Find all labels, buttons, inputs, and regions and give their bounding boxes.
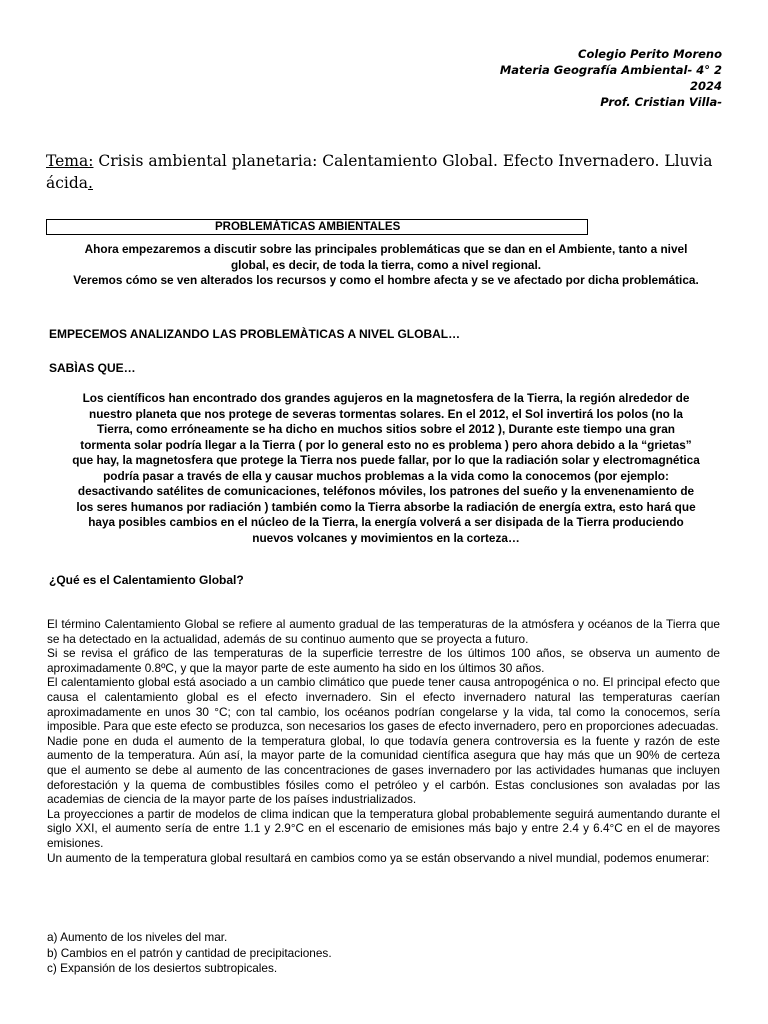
intro-line: Ahora empezaremos a discutir sobre las principales problemáticas que se dan en el Ambiente, tanto a nivel xyxy=(84,242,688,256)
year: 2024 xyxy=(689,79,722,93)
paragraph-line: podría pasar a través de ella y causar muchos problemas a la vida como la conocemos (por ejemplo: xyxy=(103,468,669,483)
paragraph-line: los seres humanos por radiación ) también como la Tierra absorbe la radiación de energía extra, esto hará que xyxy=(76,499,696,514)
body-paragraph: El término Calentamiento Global se refiere al aumento gradual de las temperaturas de la atmósfera y océanos de la Tierra que se ha detectado en la actualidad, además de su continuo aumento que se proyecta a futuro. xyxy=(47,617,720,646)
school-name: Colegio Perito Moreno xyxy=(578,47,722,61)
topic-end: . xyxy=(88,174,93,192)
topic-text: Crisis ambiental planetaria: Calentamiento Global. Efecto Invernadero. Lluvia ácida xyxy=(46,152,713,192)
body-paragraph: El calentamiento global está asociado a un cambio climático que puede tener causa antropogénica o no. El principal efecto que causa el calentamiento global es el efecto invernadero. Sin el efecto invernadero natural las temperaturas caerían aproximadamente en unos 30 °C; con tal cambio, los océanos podrían congelarse y la vida, tal como la conocemos, sería imposible. Para que este efecto se produzca, son necesarios los gases de efecto invernadero, pero en proporciones adecuadas. xyxy=(47,675,720,734)
paragraph-line: Tierra, como erróneamente se ha dicho en muchos sitios sobre el 2012 ), Durante este tiempo una gran xyxy=(96,422,675,436)
did-you-know-heading: SABÌAS QUE… xyxy=(49,361,136,375)
section-title: PROBLEMÁTICAS AMBIENTALES xyxy=(215,221,401,233)
topic-label: Tema: xyxy=(46,152,94,170)
list-item: c) Expansión de los desiertos subtropicales. xyxy=(47,961,278,975)
list-item: a) Aumento de los niveles del mar. xyxy=(47,930,228,944)
intro-line: Veremos cómo se ven alterados los recursos y como el hombre afecta y se ve afectado por dicha problemática. xyxy=(73,273,699,287)
body-paragraph: Nadie pone en duda el aumento de la temperatura global, lo que todavía genera controversia es la fuente y razón de este aumento de la temperatura. Aún así, la mayor parte de la comunidad científica asegura que hay más que un 90% de certeza que el aumento se debe al aumento de las concentraciones de gases invernadero por las actividades humanas que incluyen deforestación y la quema de combustibles fósiles como el petróleo y el carbón. Estas conclusiones son avaladas por las academias de ciencia de la mayor parte de los países industrializados. xyxy=(47,733,720,807)
list-item: b) Cambios en el patrón y cantidad de precipitaciones. xyxy=(47,945,332,960)
paragraph-line: que hay, la magnetosfera que protege la Tierra nos puede fallar, por lo que la radiación solar y electromagnética xyxy=(72,453,700,467)
intro-paragraph xyxy=(46,242,726,289)
body-paragraph: Si se revisa el gráfico de las temperaturas de la superficie terrestre de los últimos 100 años, se observa un aumento de aproximadamente 0.8ºC, y que la mayor parte de este aumento ha sido en los últimos 30 años. xyxy=(47,646,720,675)
teacher-name: Prof. Cristian Villa- xyxy=(600,95,722,109)
body-paragraph: La proyecciones a partir de modelos de clima indican que la temperatura global probablemente seguirá aumentando durante el siglo XXI, el aumento sería de entre 1.1 y 2.9°C en el escenario de emisiones más bajo y entre 2.4 y 6.4°C en el de mayores emisiones. xyxy=(47,806,720,850)
did-you-know-paragraph xyxy=(46,391,726,546)
topic-title xyxy=(46,150,726,194)
global-analysis-heading: EMPECEMOS ANALIZANDO LAS PROBLEMÀTICAS A NIVEL GLOBAL… xyxy=(49,327,461,341)
paragraph-line: tormenta solar podría llegar a la Tierra ( por lo general esto no es problema ) pero ahora debido a la “grietas” xyxy=(80,437,692,452)
paragraph-line: Los científicos han encontrado dos grandes agujeros en la magnetosfera de la Tierra, la región alrededor de xyxy=(82,391,690,405)
section-title-box xyxy=(46,219,588,235)
global-warming-question: ¿Qué es el Calentamiento Global? xyxy=(49,573,244,587)
subject-name: Materia Geografía Ambiental- 4° 2 xyxy=(499,63,722,77)
school-header xyxy=(500,46,722,110)
paragraph-line: desactivando satélites de comunicaciones, teléfonos móviles, los patrones del sueño y la envenenamiento de xyxy=(77,484,695,498)
body-paragraph: Un aumento de la temperatura global resultará en cambios como ya se están observando a nivel mundial, podemos enumerar: xyxy=(47,850,710,865)
effects-list xyxy=(47,930,720,977)
paragraph-line: haya posibles cambios en el núcleo de la Tierra, la energía volverá a ser disipada de la Tierra produciendo xyxy=(88,515,684,529)
paragraph-line: nuevos volcanes y movimientos en la corteza… xyxy=(252,530,520,545)
intro-line: global, es decir, de toda la tierra, como a nivel regional. xyxy=(230,257,542,272)
global-warming-body xyxy=(47,617,720,865)
paragraph-line: nuestro planeta que nos protege de severas tormentas solares. En el 2012, el Sol invertirá los polos (no la xyxy=(89,406,683,421)
